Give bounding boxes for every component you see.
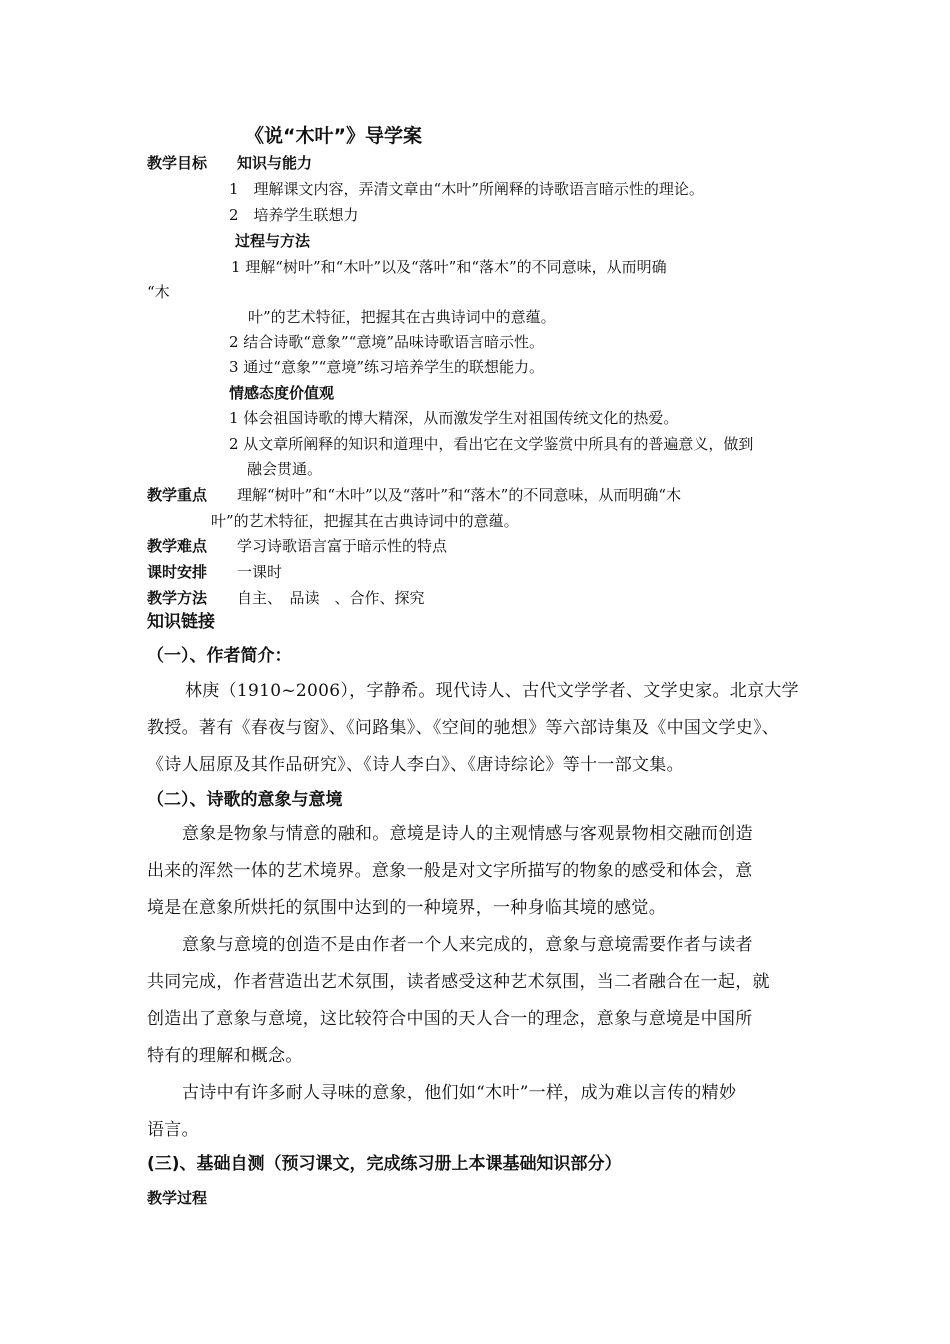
key-points-line: 理解“树叶”和“木叶”以及“落叶”和“落木”的不同意味，从而明确“木 [237, 486, 682, 504]
imagery-para-line: 创造出了意象与意境，这比较符合中国的天人合一的理念，意象与意境是中国所 [147, 1009, 753, 1029]
key-points-label: 教学重点 [147, 486, 208, 504]
difficulty-value: 学习诗歌语言富于暗示性的特点 [237, 537, 448, 555]
imagery-para-line: 意象与意境的创造不是由作者一个人来完成的，意象与意境需要作者与读者 [182, 935, 753, 955]
knowledge-item: 2 培养学生联想力 [229, 206, 359, 224]
imagery-para-line: 共同完成，作者营造出艺术氛围，读者感受这种艺术氛围，当二者融合在一起，就 [147, 972, 770, 992]
author-line: 教授。著有《春夜与窗》、《问路集》、《空间的驰想》等六部诗集及《中国文学史》、 [147, 718, 780, 738]
process-item: 3 通过“意象”“意境”练习培养学生的联想能力。 [229, 358, 544, 376]
knowledge-link-heading: 知识链接 [147, 612, 215, 632]
process-item-wrap: “木 [147, 283, 170, 301]
page-title: 《说“木叶”》导学案 [245, 125, 422, 147]
emotion-item-line: 融会贯通。 [247, 460, 323, 478]
imagery-para-line: 境是在意象所烘托的氛围中达到的一种境界，一种身临其境的感觉。 [147, 898, 666, 918]
schedule-value: 一课时 [237, 563, 283, 581]
difficulty-label: 教学难点 [147, 537, 208, 555]
knowledge-heading: 知识与能力 [237, 154, 313, 172]
method-value: 自主、 品读 、合作、探究 [237, 589, 425, 607]
imagery-para-line: 特有的理解和概念。 [147, 1046, 303, 1066]
process-item-line: 叶”的艺术特征，把握其在古典诗词中的意蕴。 [248, 308, 556, 326]
emotion-item-line: 2 从文章所阐释的知识和道理中，看出它在文学鉴赏中所具有的普遍意义，做到 [229, 435, 754, 453]
key-points-line: 叶”的艺术特征，把握其在古典诗词中的意蕴。 [211, 512, 519, 530]
emotion-item: 1 体会祖国诗歌的博大精深，从而激发学生对祖国传统文化的热爱。 [229, 409, 679, 427]
imagery-heading: （二）、诗歌的意象与意境 [147, 790, 343, 810]
teaching-process-label: 教学过程 [147, 1189, 208, 1207]
knowledge-item: 1 理解课文内容，弄清文章由“木叶”所阐释的诗歌语言暗示性的理论。 [229, 180, 704, 198]
objectives-label: 教学目标 [147, 154, 208, 172]
self-test-heading: (三)、基础自测（预习课文，完成练习册上本课基础知识部分） [147, 1154, 622, 1174]
imagery-para-line: 出来的浑然一体的艺术境界。意象一般是对文字所描写的物象的感受和体会，意 [147, 861, 753, 881]
process-item: 2 结合诗歌“意象”“意境”品味诗歌语言暗示性。 [229, 333, 544, 351]
imagery-para-line: 古诗中有许多耐人寻味的意象，他们如“木叶”一样，成为难以言传的精妙 [182, 1083, 737, 1103]
method-label: 教学方法 [147, 589, 208, 607]
author-line: 《诗人屈原及其作品研究》、《诗人李白》、《唐诗综论》等十一部文集。 [147, 755, 684, 775]
schedule-label: 课时安排 [147, 563, 208, 581]
process-item-line: 1 理解“树叶”和“木叶”以及“落叶”和“落木”的不同意味，从而明确 [231, 258, 667, 276]
imagery-para-line: 意象是物象与情意的融和。意境是诗人的主观情感与客观景物相交融而创造 [182, 824, 753, 844]
emotion-heading: 情感态度价值观 [229, 384, 335, 402]
author-heading: （一）、作者简介： [147, 646, 292, 666]
process-heading: 过程与方法 [235, 232, 311, 250]
imagery-para-line: 语言。 [147, 1120, 199, 1140]
author-line: 林庚（1910~2006），字静希。现代诗人、古代文学学者、文学史家。北京大学 [185, 681, 799, 701]
